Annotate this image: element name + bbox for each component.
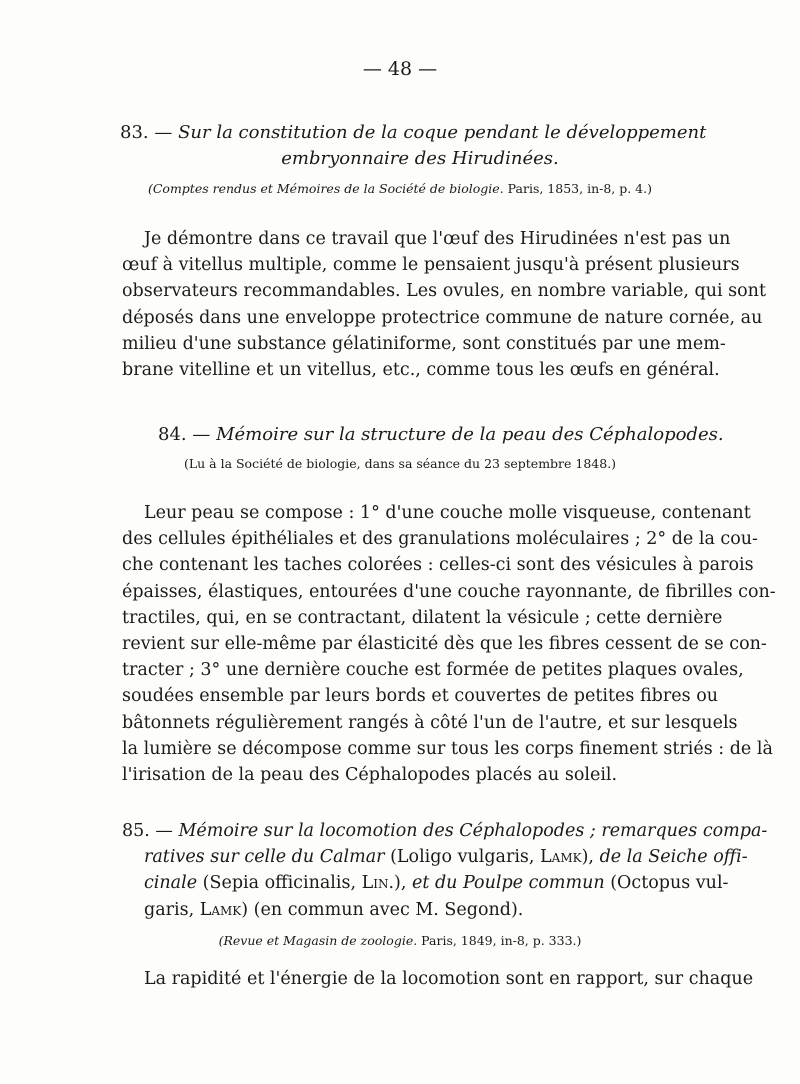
entry-85-title-line2 <box>122 844 748 870</box>
entry-85-title-line3 <box>122 870 729 896</box>
entry-85-ref-source: (Revue et Magasin de zoologie. <box>218 933 418 948</box>
entry-84-body-line: bâtonnets régulièrement rangés à côté l'un de l'autre, et sur lesquels <box>122 712 738 733</box>
entry-84-body-line: la lumière se décompose comme sur tous les corps finement striés : de là <box>122 738 773 759</box>
entry-85-title-l4-c: ) (en commun avec M. Segond). <box>241 899 524 920</box>
entry-85-title-line1 <box>122 818 768 844</box>
entry-85-body <box>122 966 754 992</box>
entry-83-number: 83. <box>120 122 149 143</box>
entry-85-title-l3-b: (Sepia officinalis, <box>202 873 357 894</box>
entry-84-body-line: Leur peau se compose : 1° d'une couche molle visqueuse, contenant <box>144 503 751 523</box>
entry-83-body-line: œuf à vitellus multiple, comme le pensaient jusqu'à présent plusieurs <box>122 255 740 276</box>
entry-83-body-line: Je démontre dans ce travail que l'œuf des Hirudinées n'est pas un <box>144 229 731 249</box>
entry-85-title-l2-d: ), <box>581 847 594 868</box>
entry-83-ref-details: Paris, 1853, in-8, p. 4.) <box>507 181 652 196</box>
entry-85-title-l3-f: (Octopus vul- <box>610 873 729 894</box>
entry-83-ref-source: (Comptes rendus et Mémoires de la Société de biologie. <box>147 181 504 196</box>
entry-85-title-l3-e: et du Poulpe commun <box>412 873 605 894</box>
entry-84-body-line: des cellules épithéliales et des granulations moléculaires ; 2° de la cou- <box>122 529 758 550</box>
entry-85-title-l3-d: .), <box>388 873 407 894</box>
entry-84-body-line: tractiles, qui, en se contractant, dilatent la vésicule ; cette dernière <box>122 607 723 628</box>
entry-85-title-l2-a: ratives sur celle du Calmar <box>144 847 385 868</box>
entry-83-body <box>122 226 766 383</box>
entry-84-body-line: l'irisation de la peau des Céphalopodes placés au soleil. <box>122 765 618 786</box>
entry-84-body <box>122 500 776 788</box>
entry-85-number: 85. <box>122 821 150 841</box>
entry-85-title-l3-c: Lin <box>361 873 389 894</box>
entry-83-body-line: observateurs recommandables. Les ovules, en nombre variable, qui sont <box>122 281 766 302</box>
entry-83-reference <box>0 180 800 198</box>
entry-85-title-l2-c: Lamk <box>540 847 582 868</box>
entry-84-number: 84. <box>158 424 187 445</box>
entry-83-title-line1: — Sur la constitution de la coque pendant le développement <box>154 122 707 143</box>
entry-85-title-line4 <box>122 897 718 923</box>
entry-84-body-line: épaisses, élastiques, entourées d'une couche rayonnante, de fibrilles con- <box>122 581 776 602</box>
page-number: — 48 — <box>362 58 438 80</box>
entry-84-title <box>158 422 758 448</box>
entry-84-body-line: soudées ensemble par leurs bords et couvertes de petites fibres ou <box>122 686 718 707</box>
entry-85-ref-details: Paris, 1849, in-8, p. 333.) <box>421 933 582 948</box>
entry-85-title-l1-text: — Mémoire sur la locomotion des Céphalopodes ; remarques compa- <box>155 821 768 841</box>
entry-85-title-l4-b: Lamk <box>199 899 242 920</box>
entry-85-reference <box>0 932 800 950</box>
entry-85-title-l2-e: de la Seiche offi- <box>599 847 748 868</box>
entry-83-body-line: milieu d'une substance gélatiniforme, sont constitués par une mem- <box>122 333 726 354</box>
entry-84-reference: (Lu à la Société de biologie, dans sa séance du 23 septembre 1848.) <box>183 456 617 471</box>
entry-85-body-line: La rapidité et l'énergie de la locomotion sont en rapport, sur chaque <box>144 969 754 989</box>
entry-85-title-l4-a: garis, <box>144 899 195 920</box>
entry-84-body-line: tracter ; 3° une dernière couche est formée de petites plaques ovales, <box>122 660 744 681</box>
entry-85-title <box>122 818 768 923</box>
bleed-through-decoration <box>110 98 710 116</box>
entry-84-body-line: revient sur elle-même par élasticité dès que les fibres cessent de se con- <box>122 634 767 655</box>
entry-85-title-l3-a: cinale <box>144 873 198 894</box>
entry-84-body-line: che contenant les taches colorées : celles-ci sont des vésicules à parois <box>122 555 754 576</box>
entry-84-title-text: — Mémoire sur la structure de la peau des Céphalopodes. <box>192 424 724 445</box>
entry-83-title <box>120 120 720 172</box>
entry-83-body-line: déposés dans une enveloppe protectrice commune de nature cornée, au <box>122 307 763 328</box>
entry-85-title-l2-b: (Loligo vulgaris, <box>390 847 535 868</box>
entry-83-body-line: brane vitelline et un vitellus, etc., comme tous les œufs en général. <box>122 360 720 381</box>
entry-83-title-line2: embryonnaire des Hirudinées. <box>281 148 559 169</box>
